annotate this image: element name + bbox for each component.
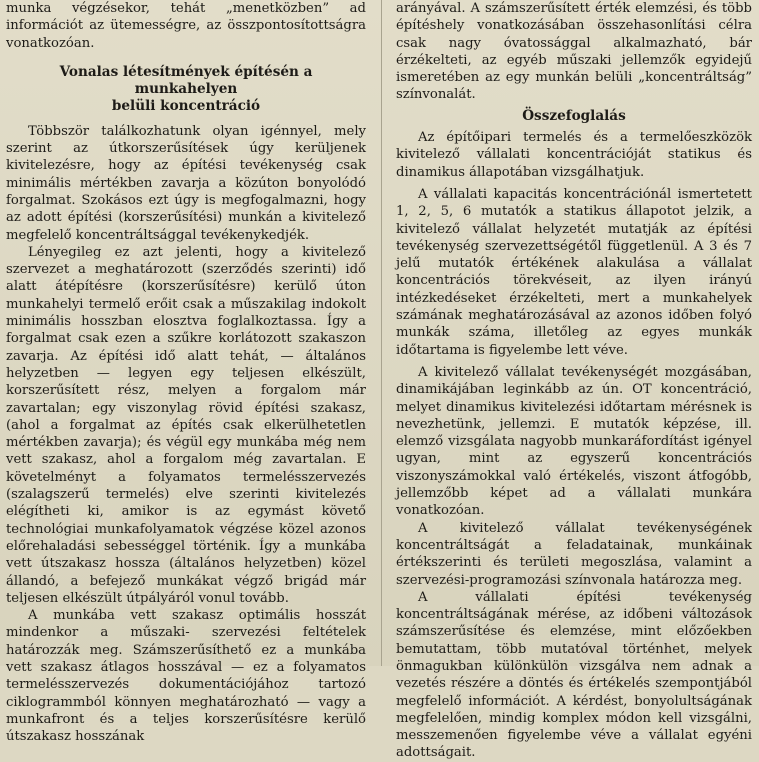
left-column <box>6 0 366 745</box>
left-paragraph-3: A munkába vett szakasz optimális hosszát mindenkor a műszaki- szervezési feltételek határozzák meg. Számszerűsíthető ez a munkába vett szakasz átlagos hosszával — ez a folyamatos termelésszervezés dokumentációjához tartozó ciklogrammból könnyen meghatározható — vagy a munkafront és a teljes korszerűsítésre kerülő útszakasz hosszának <box>6 608 366 745</box>
right-paragraph-2: A vállalati kapacitás koncentrációnál ismertetett 1, 2, 5, 6 mutatók a statikus állapotot jelzik, a kivitelező vállalat helyzetét mutatják az építési tevékenység szervezettségétől függetlenül. A 3 és 7 jelű mutatók értékének alakulása a vállalat koncentrációs törekvéseit, az ilyen irányú intézkedéseket érzékelteti, mert a munkahelyek számának meghatározásával az azonos időben folyó munkák száma, illetőleg az egyes munkák időtartama is figyelembe lett véve. <box>396 186 752 358</box>
right-paragraph-3: A kivitelező vállalat tevékenységét mozgásában, dinamikájában leginkább az ún. OT koncentráció, melyet dinamikus kivitelezési időtartam mérésnek is nevezhetünk, jellemzi. E mutatók képzése, ill. elemző vizsgálata nagyobb munkaráfordítást igényel ugyan, mint az egyszerű koncentrációs viszonyszámokkal való értékelés, viszont átfogóbb, jellemzőbb képet ad a vállalati munkára vonatkozóan. <box>396 364 752 519</box>
right-paragraph-4: A kivitelező vállalat tevékenységének koncentráltságát a feladatainak, munkáinak értékszerinti és területi megoszlása, valamint a szervezési-programozási színvonala határozza meg. <box>396 520 752 588</box>
right-column <box>396 0 752 762</box>
column-divider <box>381 0 382 666</box>
right-paragraph-continued: arányával. A számszerűsített érték elemzési, és több építéshely vonatkozásában összehasonlítási célra csak nagy óvatossággal alkalmazható, bár érzékelteti, az egyéb műszaki jellemzők egyidejű ismeretében az egy munkán belüli „koncentráltság” színvonalát. <box>396 1 752 103</box>
section-heading-line1: Vonalas létesítmények építésén a munkahelyen <box>59 63 313 98</box>
left-paragraph-2: Lényegileg ez azt jelenti, hogy a kivitelező szervezet a meghatározott (szerződés szerinti) idő alatt átépítésre (korszerűsítésre) kerülő úton munkahelyi termelő erőit csak a műszakilag indokolt minimális hosszban elosztva foglalkoztassa. Így a forgalmat csak ezen a szűkre korlátozott szakaszon zavarja. Az építési idő alatt tehát, — általános helyzetben — legyen egy teljesen elkészült, korszerűsített rész, melyen a forgalom már zavartalan; egy viszonylag rövid építési szakasz, (ahol a forgalmat az építés csak elkerülhetetlen mértékben zavarja); és végül egy munkába még nem vett szakasz, ahol a forgalom még zavartalan. E követelményt a folyamatos termelésszervezés (szalagszerű termelés) elve szerinti kivitelezés elégítheti ki, amikor is az egymást követő technológiai munkafolyamatok végzése közel azonos előrehaladási sebességgel történik. Így a munkába vett útszakasz hossza (általános helyzetben) közel állandó, a befejező munkákat végző brigád már teljesen elkészült útpályáról vonul tovább. <box>6 244 366 606</box>
right-paragraph-1: Az építőipari termelés és a termelőeszközök kivitelező vállalati koncentrációját statikus és dinamikus állapotában vizsgálhatjuk. <box>396 130 752 180</box>
summary-heading: Összefoglalás <box>522 107 626 124</box>
intro-paragraph: munka végzésekor, tehát „menetközben” ad információt az ütemességre, az összpontosítottságra vonatkozóan. <box>6 1 366 51</box>
section-heading <box>6 64 366 116</box>
left-paragraph-1: Többször találkozhatunk olyan igénnyel, mely szerint az útkorszerűsítések úgy kerüljenek kivitelezésre, hogy az építési tevékenység csak minimális mértékben zavarja a közúton bonyolódó forgalmat. Szokásos ezt úgy is megfogalmazni, hogy az adott építési (korszerűsítési) munkán a kivitelező megfelelő koncentráltsággal tevékenykedjék. <box>6 123 366 243</box>
right-paragraph-5: A vállalati építési tevékenység koncentráltságának mérése, az időbeni változások számszerűsítése és elemzése, mint előzőekben bemutattam, több mutatóval történhet, melyek önmagukban különkülön vizsgálva nem adnak a vezetés részére a döntés és értékelés szempontjából megfelelő információt. A kérdést, bonyolultságának megfelelően, mindig komplex módon kell vizsgálni, messzemenően figyelembe véve a vállalat egyéni adottságait. <box>396 589 752 761</box>
section-heading-line2: belüli koncentráció <box>111 98 261 115</box>
